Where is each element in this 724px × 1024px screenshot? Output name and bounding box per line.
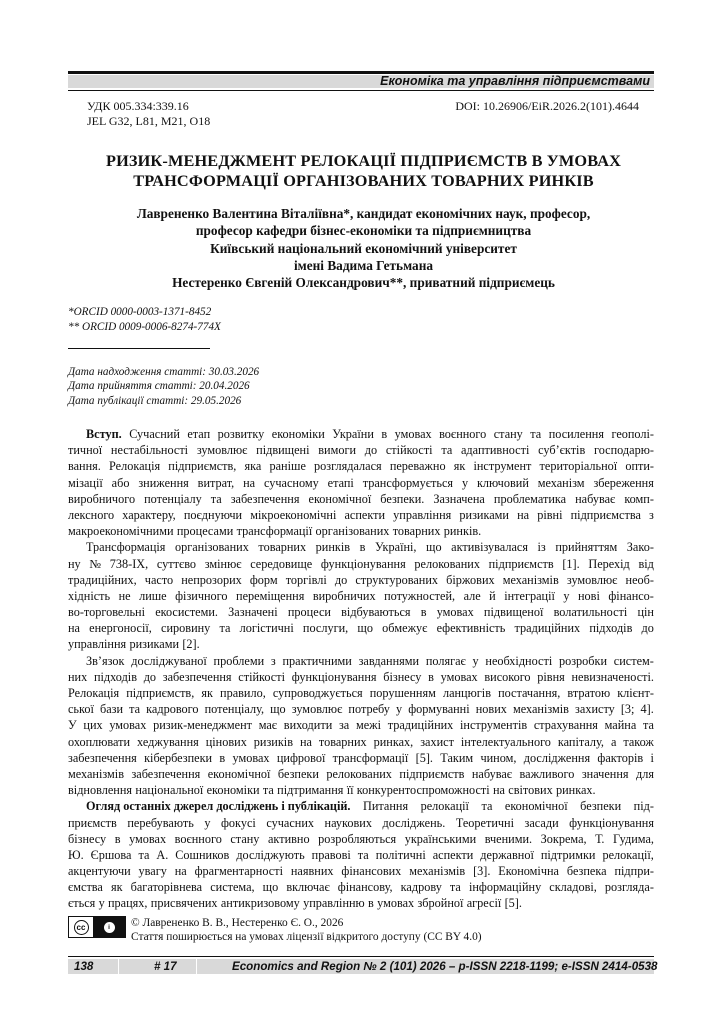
text-line: бізнесу в умовах воєнного стану активно розробляються українськими вченими. Зокрема, Т. Гудима,	[68, 831, 654, 846]
author-line: професор кафедри бізнес-економіки та підприємництва	[195, 223, 532, 239]
text-line: забезпечення кібербезпеки в умовах цифрової трансформації [5]. Таким чином, дослідження факторів і	[68, 750, 654, 765]
attribution-icon: i	[104, 922, 115, 933]
text-line: ється у працях, присвячених антикризовому управлінню в умовах збройної агресії [5].	[68, 896, 522, 911]
text-line: ну № 738-IX, суттєво змінює середовище функціонування релокованих підприємств [1]. Перехід від	[68, 556, 654, 571]
header-bottom-rule	[68, 90, 654, 91]
text-line: Вступ. Сучасний етап розвитку економіки України в умовах воєнного стану та посилення геополі-	[86, 427, 654, 441]
article-dates	[68, 365, 259, 408]
text-line: охоплювати хеджування цінових ризиків на товарних ринках, захист інтелектуального капіталу, а також	[68, 734, 654, 749]
text-line: макроекономічними процесами трансформації організованих товарних ринків.	[68, 524, 482, 539]
date-published: Дата публікації статті: 29.05.2026	[68, 394, 242, 407]
text-line: відновлення національної економіки та підтримання її конкурентоспроможності на світових ринках.	[68, 783, 596, 798]
cc-by-license-badge[interactable]	[68, 916, 126, 938]
paragraph	[68, 539, 654, 652]
text-line: во-торговельні екосистеми. Зазначені процеси відбуваються в умовах підвищеної волатильності цін	[68, 605, 654, 620]
paragraph-heading: Вступ.	[86, 427, 122, 441]
date-accepted: Дата прийняття статті: 20.04.2026	[68, 380, 250, 393]
text-line: акцентуючи увагу на фрагментарності наявних фінансових механізмів [3]. Економічна безпека підпри-	[68, 864, 654, 879]
text-line: вання. Релокація підприємств, яка раніше розглядалася переважно як інструмент територіальної опти-	[68, 459, 654, 474]
author-line: імені Вадима Гетьмана	[293, 257, 433, 273]
text-line: виробничого потенціалу та забезпечення економічної безпеки. Зазначена проблематика набуває комп-	[68, 491, 654, 506]
title-line: ТРАНСФОРМАЦІЇ ОРГАНІЗОВАНИХ ТОВАРНИХ РИНКІВ	[133, 171, 594, 190]
text-line: на енергоносії, сировину та логістичні послуги, що обмежує ефективність традиційних підходів до	[68, 621, 654, 636]
footer-divider	[196, 959, 197, 974]
license-text-block	[131, 916, 482, 944]
footer-rule	[68, 956, 654, 957]
article-body	[68, 426, 654, 912]
author-line: Лаврененко Валентина Віталіївна*, кандидат економічних наук, професор,	[136, 206, 591, 221]
paragraph	[68, 653, 654, 799]
orcid-id[interactable]: ** ORCID 0009-0006-8274-774X	[68, 320, 221, 333]
paragraph-introduction	[68, 426, 654, 539]
text-line: Ю. Єршова та А. Сошников досліджують правові та політичні аспекти державної підтримки релокації,	[68, 847, 654, 862]
text-line: управління ризиками [2].	[68, 637, 200, 652]
jel-codes: JEL G32, L81, M21, O18	[87, 114, 211, 128]
text-line: хідність не лише фізичного переміщення виробничих потужностей, але й інтеграції у нові фінансо-	[68, 588, 654, 603]
text-line: тичної нестабільності зумовлює підвищені вимоги до стійкості та адаптивності суб’єктів господарю-	[68, 443, 654, 458]
author-line: Нестеренко Євгеній Олександрович**, приватний підприємець	[172, 275, 555, 291]
copyright-notice: © Лаврененко В. В., Нестеренко Є. О., 2026	[131, 917, 344, 929]
footer-divider	[118, 959, 119, 974]
separator-rule	[68, 348, 210, 349]
text-line: Огляд останніх джерел досліджень і публікацій. Питання релокації та економічної безпеки під-	[86, 799, 654, 814]
date-received: Дата надходження статті: 30.03.2026	[68, 366, 260, 378]
orcid-id[interactable]: *ORCID 0000-0003-1371-8452	[68, 306, 212, 318]
orcid-block	[68, 305, 221, 334]
text-line: них підходів до забезпечення стійкості функціонування бізнесу в умовах високого рівня невизначеності.	[68, 669, 654, 684]
title-line: РИЗИК-МЕНЕДЖМЕНТ РЕЛОКАЦІЇ ПІДПРИЄМСТВ В УМОВАХ	[105, 151, 622, 170]
paragraph-literature-review	[68, 798, 654, 911]
text-line: ської бази та кадрового потенціалу, що зумовлює потребу у формуванні нових механізмів захисту [3; 4].	[68, 702, 654, 717]
text-line: традиційних, часто непрозорих форм торгівлі до структурованих біржових механізмів зумовлює необ-	[68, 572, 654, 587]
page-number: 138	[74, 960, 94, 973]
paragraph-heading: Огляд останніх джерел досліджень і публікацій.	[86, 799, 351, 814]
journal-section-title: Економіка та управління підприємствами	[380, 74, 650, 88]
text-line: Релокація підприємств, як правило, супроводжується порушенням ланцюгів постачання, втратою клієнт-	[68, 686, 654, 700]
text-line: механізмів забезпечення економічної безпеки релокованих підприємств набуває важливого значення для	[68, 766, 654, 781]
text-line: Зв’язок досліджуваної проблеми з практичними завданнями полягає у необхідності розробки систем-	[86, 653, 654, 668]
issue-number: # 17	[154, 960, 177, 973]
journal-citation: Economics and Region № 2 (101) 2026 – p-ISSN 2218-1199; e-ISSN 2414-0538	[232, 960, 658, 973]
text-line: мізації або зниження витрат, на сучасному етапі трансформується у ключовий механізм збереження	[68, 475, 654, 490]
article-title	[86, 151, 641, 191]
author-block	[86, 205, 641, 291]
text-line: лексного характеру, поєднуючи мікроекономічні аспекти управління ризиками на рівні підприємства з	[68, 507, 654, 522]
doi-link[interactable]: DOI: 10.26906/EiR.2026.2(101).4644	[455, 99, 639, 113]
text-line: ємства як багаторівнева система, що включає фінансову, кадрову та інформаційну складові, розгляда-	[68, 880, 654, 895]
license-statement: Стаття поширюється на умовах ліцензії відкритого доступу (CC BY 4.0)	[131, 931, 482, 943]
udc-code: УДК 005.334:339.16	[87, 99, 189, 113]
text-line: У цих умовах ризик-менеджмент має виходити за межі традиційних інструментів страхування майна та	[68, 718, 654, 733]
cc-icon: cc	[74, 920, 89, 935]
text-line: Трансформація організованих товарних ринків в Україні, що активізувалася із прийняттям Зако-	[86, 540, 654, 555]
text-line: приємств перебувають у фокусі сучасних наукових досліджень. Теоретичні засади функціонування	[68, 815, 654, 830]
author-line: Київський національний економічний університет	[210, 240, 517, 256]
